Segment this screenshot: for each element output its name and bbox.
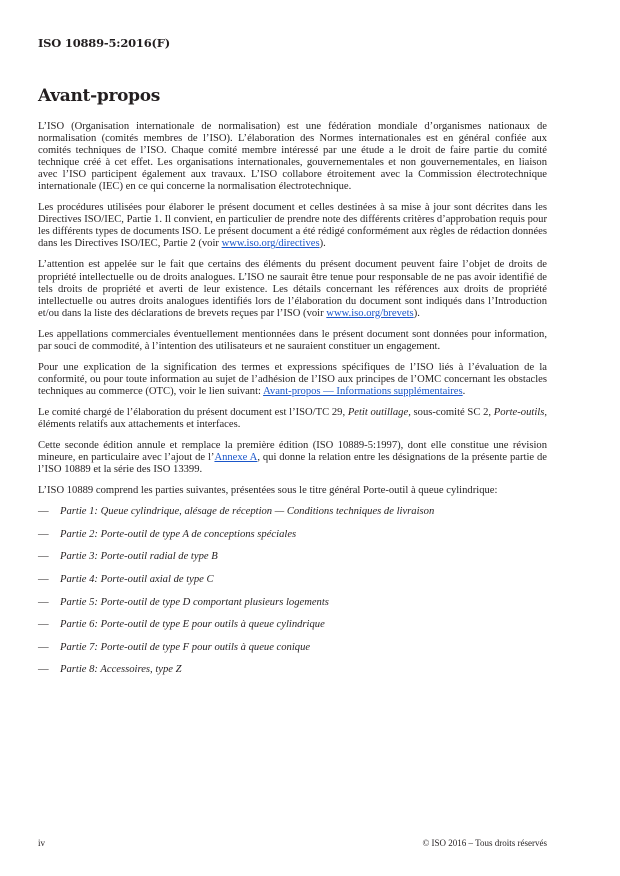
paragraph-parts-intro: L’ISO 10889 comprend les parties suivantes, présentées sous le titre général Porte-outil à queue cylindrique:: [38, 485, 498, 497]
paragraph-committee: [38, 407, 547, 431]
list-item-label: Partie 5: Porte-outil de type D comportant plusieurs logements: [60, 596, 329, 608]
paragraph-trade-names: Les appellations commerciales éventuellement mentionnées dans le présent document sont données pour information, par souci de commodité, à l’intention des utilisateurs et ne sauraient constituer un engagement.: [38, 328, 547, 352]
dash-bullet: —: [38, 528, 49, 540]
list-item-label: Partie 8: Accessoires, type Z: [60, 664, 182, 676]
paragraph-patent-rights: [38, 259, 547, 319]
paragraph-text: Cette seconde édition annule et remplace la première édition (ISO 10889-5:1997), dont elle constitue une révision mineure, en particulaire avec l’ajout de l’: [38, 440, 547, 464]
parts-list: [38, 506, 547, 676]
dash-bullet: —: [38, 574, 49, 585]
list-item: [38, 529, 547, 541]
link-foreword-supplementary-info[interactable]: Avant-propos — Informations supplémentaires: [263, 385, 463, 397]
paragraph-text: , qui donne la relation entre les désignations de la présente partie de l’ISO 10889 et la série des ISO 13399.: [38, 452, 547, 476]
list-item: [38, 574, 547, 586]
list-item: [38, 551, 547, 563]
dash-bullet: —: [38, 619, 49, 631]
document-body: [38, 121, 547, 687]
dash-bullet: —: [38, 641, 49, 653]
link-iso-directives[interactable]: www.iso.org/directives: [221, 238, 320, 250]
dash-bullet: —: [38, 596, 49, 608]
page-number: iv: [38, 838, 46, 848]
dash-bullet: —: [38, 551, 49, 563]
page-footer: [38, 838, 547, 848]
subcommittee-name: Porte-outils: [493, 406, 545, 418]
link-iso-brevets[interactable]: www.iso.org/brevets: [326, 307, 414, 319]
copyright-notice: © ISO 2016 – Tous droits réservés: [422, 838, 547, 848]
dash-bullet: —: [38, 664, 49, 676]
list-item: [38, 597, 547, 609]
paragraph-procedures: [38, 202, 547, 250]
paragraph-text: Les procédures utilisées pour élaborer le présent document et celles destinées à sa mise à jour sont décrites dans les Directives ISO/IEC, Partie 1. Il convient, en particulier de prendre note des différents critères d’approbation requis pour les différents types de documents ISO. Le présent document a été rédigé conformément aux règles de rédaction données dans les Directives ISO/IEC, Partie 2 (voir: [38, 202, 547, 250]
list-item: [38, 619, 547, 631]
list-item-label: Partie 6: Porte-outil de type E pour outils à queue cylindrique: [60, 619, 325, 631]
list-item: [38, 506, 547, 518]
dash-bullet: —: [38, 506, 49, 518]
paragraph-text: L’attention est appelée sur le fait que certains des éléments du présent document peuvent faire l’objet de droits de propriété intellectuelle ou de droits analogues. L’ISO ne saurait être tenue pour responsable de ne pas avoir identifié de tels droits de propriété et averti de leur existence. Les détails concernant les références aux droits de propriété intellectuelle ou autres droits analogues identifiés lors de l’élaboration du document sont indiqués dans l’Introduction et/ou dans la liste des déclarations de brevets reçues par l’ISO (voir: [38, 259, 547, 319]
paragraph-text: , éléments relatifs aux attachements et interfaces.: [38, 406, 547, 430]
list-item-label: Partie 2: Porte-outil de type A de conceptions spéciales: [60, 528, 297, 540]
paragraph-conformity: [38, 362, 547, 398]
document-code: ISO 10889-5:2016(F): [38, 36, 170, 50]
paragraph-text: .: [462, 385, 466, 397]
list-item-label: Partie 1: Queue cylindrique, alésage de réception — Conditions techniques de livraison: [60, 506, 435, 518]
paragraph-text: ).: [413, 307, 420, 319]
paragraph-text: ).: [319, 238, 326, 250]
paragraph-text: Pour une explication de la signification des termes et expressions spécifiques de l’ISO liés à l’évaluation de la conformité, ou pour toute information au sujet de l’adhésion de l’ISO aux principes de l’OMC concernant les obstacles techniques au commerce (OTC), voir le lien suivant:: [38, 361, 547, 397]
list-item-label: Partie 4: Porte-outil axial de type C: [60, 574, 214, 585]
paragraph-text: Le comité chargé de l’élaboration du présent document est l’ISO/TC 29,: [38, 406, 348, 418]
list-item-label: Partie 3: Porte-outil radial de type B: [60, 551, 218, 563]
paragraph-iso-intro: L’ISO (Organisation internationale de normalisation) est une fédération mondiale d’organismes nationaux de normalisation (comités membres de l’ISO). L’élaboration des Normes internationales est en général confiée aux comités techniques de l’ISO. Chaque comité membre intéressé par une étude a le droit de faire partie du comité technique créé à cet effet. Les organisations internationales, gouvernementales et non gouvernementales, en liaison avec l’ISO participent également aux travaux. L’ISO collabore étroitement avec la Commission électrotechnique internationale (IEC) en ce qui concerne la normalisation électrotechnique.: [38, 121, 547, 193]
page-title: Avant-propos: [38, 86, 161, 106]
list-item: [38, 642, 547, 654]
paragraph-text: , sous-comité SC 2,: [408, 406, 494, 418]
link-annexe-a[interactable]: Annexe A: [214, 452, 258, 464]
paragraph-edition: [38, 440, 547, 476]
committee-name: Petit outillage: [347, 406, 409, 418]
list-item: [38, 664, 547, 676]
list-item-label: Partie 7: Porte-outil de type F pour outils à queue conique: [60, 641, 311, 653]
